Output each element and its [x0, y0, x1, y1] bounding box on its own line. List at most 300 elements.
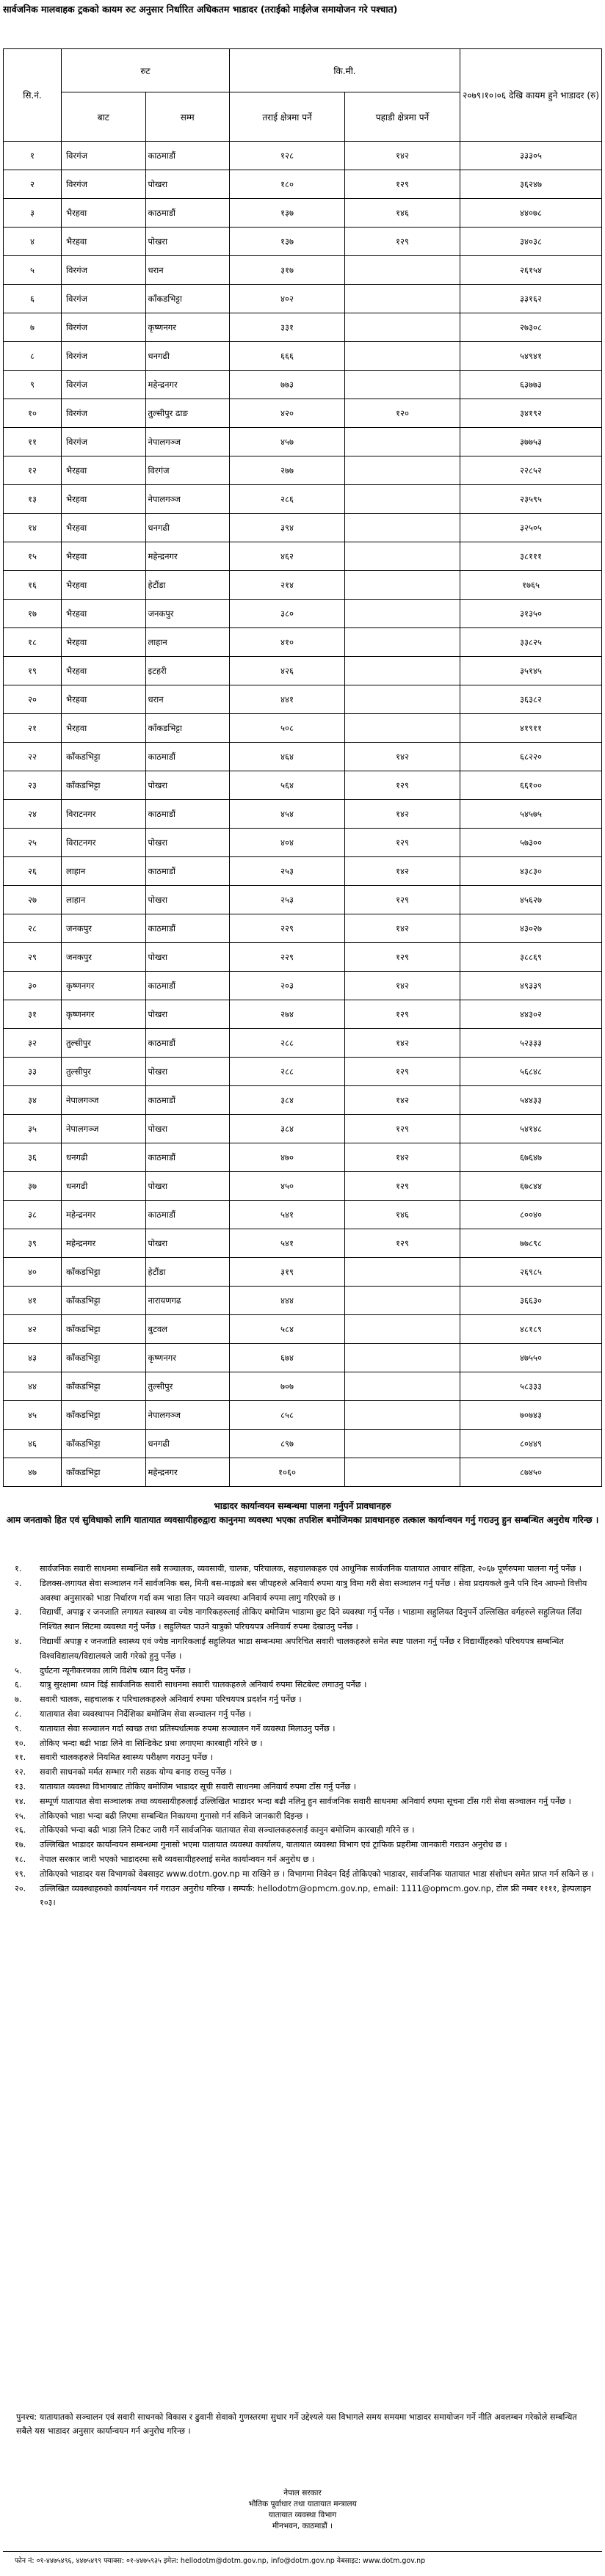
cell-fare: ८०४४९: [460, 1430, 602, 1458]
header-from: बाट: [62, 92, 146, 142]
cell-to: पोखरा: [145, 170, 230, 199]
cell-sn: २२: [4, 743, 62, 771]
cell-to: महेन्द्रनगर: [145, 542, 230, 571]
cell-fare: ४३८३०: [460, 857, 602, 886]
cell-fare: २२८५२: [460, 456, 602, 485]
cell-km-hill: [345, 1344, 460, 1372]
notice-item-text: तोकिएको भन्दा बढी भाडा लिने टिकट जारी गर्ने सार्वजनिक यातायात सेवा सञ्चालकहरुलाई कानुन बमोजिम कारबाही गरिने छ ।: [40, 1825, 415, 1835]
cell-from: विरगंज: [62, 142, 146, 170]
cell-fare: ३८८६९: [460, 943, 602, 972]
cell-to: पोखरा: [145, 1058, 230, 1086]
cell-to: हेटौंडा: [145, 1258, 230, 1287]
cell-km-hill: [345, 628, 460, 657]
cell-from: विरगंज: [62, 285, 146, 313]
cell-sn: २६: [4, 857, 62, 886]
cell-km-terai: ४५४: [230, 800, 345, 829]
cell-sn: २९: [4, 943, 62, 972]
notice-item: [15, 1664, 595, 1678]
notice-item-number: १४.: [15, 1796, 26, 1806]
cell-fare: ४४०७८: [460, 199, 602, 228]
cell-km-terai: २५३: [230, 857, 345, 886]
cell-sn: २७: [4, 886, 62, 914]
cell-from: नेपालगञ्ज: [62, 1115, 146, 1143]
cell-km-hill: १४६: [345, 199, 460, 228]
notice-item-text: यातायात सेवा सञ्चालन गर्दा स्वच्छ तथा प्रतिस्पर्धात्मक रुपमा सञ्चालन गर्ने व्यवस्था मिलाउनु पर्नेछ ।: [40, 1723, 336, 1733]
fare-table: [3, 48, 602, 1487]
notice-item: [15, 1707, 595, 1722]
table-row: [4, 743, 602, 771]
cell-km-terai: ४४४: [230, 1287, 345, 1315]
cell-km-hill: १२९: [345, 170, 460, 199]
table-row: [4, 313, 602, 342]
notice-item-number: १७.: [15, 1840, 26, 1850]
cell-km-hill: १४२: [345, 1029, 460, 1058]
cell-km-terai: ६७४: [230, 1344, 345, 1372]
cell-fare: २६१५४: [460, 256, 602, 285]
cell-km-hill: [345, 514, 460, 542]
cell-fare: ५२३३३: [460, 1029, 602, 1058]
cell-fare: ६८२२०: [460, 743, 602, 771]
cell-from: काँकडभिट्टा: [62, 771, 146, 800]
cell-km-hill: [345, 456, 460, 485]
table-row: [4, 1430, 602, 1458]
notice-item-text: उल्लिखित भाडादर कार्यान्वयन सम्बन्धमा गुनासो भएमा यातायात व्यवस्था कार्यालय, यातायात व्यवस्था विभाग एवं ट्राफिक प्रहरीमा जानकारी गराउन अनुरोध छ ।: [40, 1840, 507, 1850]
cell-from: भैरहवा: [62, 571, 146, 600]
table-row: [4, 371, 602, 399]
notice-item-number: १३.: [15, 1781, 26, 1791]
header-route: रुट: [62, 49, 230, 92]
table-row: [4, 857, 602, 886]
cell-fare: ६७६४७: [460, 1143, 602, 1172]
cell-to: काँकडभिट्टा: [145, 714, 230, 743]
notice-item: [15, 1765, 595, 1780]
cell-sn: ३८: [4, 1201, 62, 1229]
cell-km-hill: [345, 342, 460, 371]
cell-fare: ५६८४८: [460, 1058, 602, 1086]
cell-from: नेपालगञ्ज: [62, 1086, 146, 1115]
cell-km-terai: ४७०: [230, 1143, 345, 1172]
notice-item-text: सम्पूर्ण यातायात सेवा सञ्चालक तथा व्यवसायीहरुलाई उल्लिखित भाडादर भन्दा बढी नलिनु हुन सार्वजनिक सवारी साधनमा अनिवार्य रुपमा सूचना टाँस गरी सेवा सञ्चालन गर्नु पर्नेछ ।: [40, 1796, 571, 1806]
table-row: [4, 771, 602, 800]
cell-sn: ४६: [4, 1430, 62, 1458]
notice-item-text: सवारी साधनको मर्मत सम्भार गरी सडक योग्य बनाइ राख्नु पर्नेछ ।: [40, 1767, 232, 1778]
cell-km-terai: ८५८: [230, 1401, 345, 1430]
notice-item-text: यातायात व्यवस्था विभागबाट तोकिए बमोजिम भाडादर सूची सवारी साधनमा अनिवार्य रुपमा टाँस गर्नु पर्नेछ ।: [40, 1781, 357, 1791]
table-row: [4, 399, 602, 428]
cell-km-hill: [345, 256, 460, 285]
cell-to: नेपालगञ्ज: [145, 1401, 230, 1430]
cell-km-terai: ५६४: [230, 771, 345, 800]
cell-sn: १९: [4, 657, 62, 685]
cell-from: विरगंज: [62, 170, 146, 199]
notice-item: [15, 1576, 595, 1606]
table-row: [4, 628, 602, 657]
cell-from: लाहान: [62, 886, 146, 914]
cell-fare: ५७३००: [460, 829, 602, 857]
cell-km-terai: ४५७: [230, 428, 345, 456]
table-row: [4, 1086, 602, 1115]
cell-to: धरान: [145, 256, 230, 285]
cell-fare: ५८३३३: [460, 1372, 602, 1401]
notice-item-text: तोकिए भन्दा बढी भाडा लिने वा सिन्डिकेट प्रथा लगाएमा कारबाही गरिने छ ।: [40, 1738, 263, 1748]
notice-item-text: तोकिएको भाडादर यस विभागको वेबसाइट www.dotm.gov.np मा राखिने छ । विभागमा निवेदन दिई तोकिएको भाडादर, सार्वजनिक यातायात भाडा संशोधन समेत प्राप्त गर्न सकिने छ ।: [40, 1869, 594, 1879]
cell-sn: ४७: [4, 1458, 62, 1487]
table-row: [4, 1000, 602, 1029]
cell-km-terai: ३९४: [230, 514, 345, 542]
table-row: [4, 1143, 602, 1172]
cell-to: धरान: [145, 685, 230, 714]
notice-item: [15, 1736, 595, 1751]
cell-km-hill: [345, 371, 460, 399]
cell-km-terai: २१४: [230, 571, 345, 600]
cell-km-terai: २८८: [230, 1029, 345, 1058]
cell-sn: ८: [4, 342, 62, 371]
cell-km-hill: [345, 485, 460, 514]
cell-km-terai: २७७: [230, 456, 345, 485]
table-row: [4, 886, 602, 914]
cell-km-terai: ४४१: [230, 685, 345, 714]
cell-km-hill: १४६: [345, 1201, 460, 1229]
cell-sn: २३: [4, 771, 62, 800]
notice-heading: [3, 1499, 602, 1527]
table-row: [4, 1315, 602, 1344]
notice-item-number: ११.: [15, 1753, 26, 1763]
cell-fare: ४९३३९: [460, 972, 602, 1000]
cell-from: काँकडभिट्टा: [62, 1287, 146, 1315]
cell-fare: ७७८९८: [460, 1229, 602, 1258]
notice-item-number: १५.: [15, 1811, 26, 1821]
cell-fare: २६९८५: [460, 1258, 602, 1287]
cell-from: काँकडभिट्टा: [62, 1258, 146, 1287]
cell-sn: १७: [4, 600, 62, 628]
cell-km-terai: ५०८: [230, 714, 345, 743]
cell-from: कृष्णनगर: [62, 972, 146, 1000]
cell-fare: ३१३५०: [460, 600, 602, 628]
cell-km-hill: [345, 1287, 460, 1315]
cell-km-terai: ४२६: [230, 657, 345, 685]
table-row: [4, 1029, 602, 1058]
cell-km-hill: [345, 600, 460, 628]
cell-sn: १२: [4, 456, 62, 485]
cell-sn: १४: [4, 514, 62, 542]
cell-fare: ३३८२५: [460, 628, 602, 657]
notice-item-number: १२.: [15, 1767, 26, 1778]
table-row: [4, 199, 602, 228]
table-row: [4, 485, 602, 514]
cell-to: तुल्सीपुर ढाङ: [145, 399, 230, 428]
notice-item-number: २०.: [15, 1883, 26, 1893]
cell-sn: ३९: [4, 1229, 62, 1258]
header-hill: पहाडी क्षेत्रमा पर्ने: [345, 92, 460, 142]
notice-item-text: सवारी चालक, सहचालक र परिचालकहरुले अनिवार्य रुपमा परिचयपत्र प्रदर्शन गर्नु पर्नेछ ।: [40, 1695, 302, 1705]
notice-item-text: डिलक्स-लगायत सेवा सञ्चालन गर्ने सार्वजनिक बस, मिनी बस-माइक्रो बस जीपहरुले अनिवार्य रुपमा यात्रु विमा गरी सेवा सञ्चालन गर्नु पर्नेछ । सेवा प्रदायकले कुनै पनि दिन आफ्नो वित्तीय अवस्था अनुसारको भाडा निर्धारण गर्दा कम भाडा लिन पाउने व्यवस्था अनिवार्य रुपमा लागु गरिएको छ ।: [40, 1578, 587, 1603]
notice-item: [15, 1823, 595, 1838]
issuer-block: [0, 2488, 605, 2532]
cell-fare: ६३७७३: [460, 371, 602, 399]
notice-item-number: ३.: [15, 1607, 22, 1618]
notice-heading-subtitle: आम जनताको हित एवं सुविधाको लागि यातायात व्यवसायीहरुद्वारा कानुनमा व्यवस्था भएका तपशिल बमोजिमका प्रावधानहरु तत्काल कार्यान्वयन गर्नु गराउनु हुन सम्बन्धित अनुरोध गरिन्छ ।: [6, 1515, 599, 1525]
cell-fare: ४५६२७: [460, 886, 602, 914]
cell-to: काठमाडौं: [145, 857, 230, 886]
cell-from: जनकपुर: [62, 914, 146, 943]
notice-item: [15, 1838, 595, 1852]
cell-to: तुल्सीपुर: [145, 1372, 230, 1401]
cell-sn: ४: [4, 228, 62, 256]
cell-km-hill: १२९: [345, 771, 460, 800]
cell-to: महेन्द्रनगर: [145, 371, 230, 399]
cell-sn: ४१: [4, 1287, 62, 1315]
header-fare: २०७९।१०।०६ देखि कायम हुने भाडादर (रु): [460, 49, 602, 142]
table-row: [4, 657, 602, 685]
notice-heading-title: भाडादर कार्यान्वयन सम्बन्धमा पालना गर्नुपर्ने प्रावधानहरु: [214, 1501, 391, 1511]
notice-item: [15, 1722, 595, 1736]
cell-sn: १०: [4, 399, 62, 428]
cell-km-hill: [345, 1401, 460, 1430]
cell-to: लाहान: [145, 628, 230, 657]
cell-to: काठमाडौं: [145, 800, 230, 829]
cell-km-terai: ३८०: [230, 600, 345, 628]
cell-to: काठमाडौं: [145, 1029, 230, 1058]
cell-to: कृष्णनगर: [145, 1344, 230, 1372]
table-row: [4, 1201, 602, 1229]
footer-divider: [3, 2551, 602, 2552]
cell-km-hill: [345, 714, 460, 743]
cell-sn: १: [4, 142, 62, 170]
cell-from: विरगंज: [62, 256, 146, 285]
header-sn: सि.नं.: [4, 49, 62, 142]
cell-km-hill: [345, 285, 460, 313]
cell-km-terai: ५४१: [230, 1229, 345, 1258]
table-row: [4, 285, 602, 313]
table-row: [4, 1458, 602, 1487]
cell-sn: ७: [4, 313, 62, 342]
cell-fare: ३६६३०: [460, 1287, 602, 1315]
cell-from: विरगंज: [62, 399, 146, 428]
cell-to: काठमाडौं: [145, 914, 230, 943]
cell-km-hill: १२९: [345, 943, 460, 972]
notice-item-number: ४.: [15, 1636, 22, 1646]
notice-item: [15, 1852, 595, 1867]
cell-km-hill: १२९: [345, 1058, 460, 1086]
fare-table-body: [4, 142, 602, 1487]
cell-km-terai: ३१९: [230, 1258, 345, 1287]
table-row: [4, 542, 602, 571]
issuer-line-2: भौतिक पूर्वाधार तथा यातायात मन्त्रालय: [248, 2500, 357, 2508]
cell-fare: ५४५७५: [460, 800, 602, 829]
notice-item-text: विद्यार्थी अपाङ्ग र जनजाति स्वास्थ्य एवं ज्येष्ठ नागरिकलाई सहुलियत भाडा सम्बन्धमा अपरिचित सवारी चालकहरुले समेत स्पष्ट पालना गर्नु पर्नेछ र विद्यार्थीहरुको परिचयपत्र सम्बन्धित विश्वविद्यालय/विद्यालयले जारी गरेको हुनु पर्नेछ ।: [40, 1636, 564, 1661]
notice-item: [15, 1794, 595, 1809]
table-row: [4, 1172, 602, 1201]
cell-to: विरगंज: [145, 456, 230, 485]
cell-sn: ४०: [4, 1258, 62, 1287]
cell-sn: ५: [4, 256, 62, 285]
cell-from: भैरहवा: [62, 542, 146, 571]
notice-list: [15, 1562, 595, 1910]
cell-fare: ३४१९२: [460, 399, 602, 428]
cell-sn: २८: [4, 914, 62, 943]
cell-sn: ११: [4, 428, 62, 456]
cell-km-hill: [345, 657, 460, 685]
table-row: [4, 1115, 602, 1143]
cell-to: पोखरा: [145, 886, 230, 914]
notice-item: [15, 1692, 595, 1707]
notice-item-number: ७.: [15, 1695, 22, 1705]
notice-item: [15, 1678, 595, 1692]
cell-to: काठमाडौं: [145, 1143, 230, 1172]
table-row: [4, 943, 602, 972]
cell-from: काँकडभिट्टा: [62, 743, 146, 771]
cell-from: भैरहवा: [62, 628, 146, 657]
cell-from: विराटनगर: [62, 800, 146, 829]
cell-sn: ३: [4, 199, 62, 228]
notice-item-text: यात्रु सुरक्षामा ध्यान दिई सार्वजनिक सवारी साधनमा सवारी चालकहरुले अनिवार्य रुपमा सिटबेल्ट लगाउनु पर्नेछ ।: [40, 1680, 367, 1690]
cell-from: भैरहवा: [62, 657, 146, 685]
cell-fare: ३६३८२: [460, 685, 602, 714]
cell-km-hill: १४२: [345, 743, 460, 771]
cell-sn: ४४: [4, 1372, 62, 1401]
notice-item: [15, 1867, 595, 1882]
cell-to: नारायणगढ: [145, 1287, 230, 1315]
notice-item-number: १०.: [15, 1738, 26, 1748]
cell-fare: ३२५०५: [460, 514, 602, 542]
cell-to: महेन्द्रनगर: [145, 1458, 230, 1487]
cell-km-hill: १४२: [345, 857, 460, 886]
cell-from: काँकडभिट्टा: [62, 1430, 146, 1458]
header-km: कि.मी.: [230, 49, 460, 92]
contact-line: फोन नं: ०१-४४७५४९६, ४४७५४९९ फ्याक्स: ०१-४४७५९३५ इमेल: hellodotm@dotm.gov.np, info@dotm.gov.np वेबसाइट: www.dotm.gov.np: [15, 2557, 426, 2565]
cell-fare: ३३१६२: [460, 285, 602, 313]
cell-fare: ४३०२७: [460, 914, 602, 943]
cell-from: तुल्सीपुर: [62, 1029, 146, 1058]
table-row: [4, 914, 602, 943]
cell-from: काँकडभिट्टा: [62, 1315, 146, 1344]
cell-sn: ९: [4, 371, 62, 399]
notice-item-number: १.: [15, 1564, 22, 1573]
cell-km-terai: ४१०: [230, 628, 345, 657]
cell-km-hill: १४२: [345, 142, 460, 170]
cell-km-hill: १२०: [345, 399, 460, 428]
cell-fare: ३३३०५: [460, 142, 602, 170]
notice-item-text: सवारी चालकहरुले नियमित स्वास्थ्य परीक्षण गराउनु पर्नेछ ।: [40, 1753, 214, 1763]
cell-fare: ८००४०: [460, 1201, 602, 1229]
table-row: [4, 256, 602, 285]
cell-sn: २: [4, 170, 62, 199]
cell-to: काठमाडौं: [145, 1201, 230, 1229]
cell-km-hill: [345, 428, 460, 456]
cell-km-hill: [345, 1430, 460, 1458]
cell-fare: ३८१११: [460, 542, 602, 571]
cell-from: लाहान: [62, 857, 146, 886]
cell-from: भैरहवा: [62, 228, 146, 256]
cell-from: भैरहवा: [62, 600, 146, 628]
cell-from: काँकडभिट्टा: [62, 1458, 146, 1487]
notice-item: [15, 1605, 595, 1634]
cell-km-hill: १२९: [345, 228, 460, 256]
cell-km-terai: १२८: [230, 142, 345, 170]
cell-sn: ३३: [4, 1058, 62, 1086]
cell-km-terai: ३१७: [230, 256, 345, 285]
table-row: [4, 1287, 602, 1315]
cell-sn: १५: [4, 542, 62, 571]
cell-km-terai: ४०४: [230, 829, 345, 857]
cell-to: काँकडभिट्टा: [145, 285, 230, 313]
cell-sn: १८: [4, 628, 62, 657]
cell-km-hill: १२९: [345, 1115, 460, 1143]
notice-item: [15, 1634, 595, 1664]
cell-fare: १७६५: [460, 571, 602, 600]
table-row: [4, 342, 602, 371]
notice-item-number: ९.: [15, 1723, 22, 1733]
cell-sn: २५: [4, 829, 62, 857]
cell-from: महेन्द्रनगर: [62, 1229, 146, 1258]
cell-km-hill: [345, 1258, 460, 1287]
cell-to: जनकपुर: [145, 600, 230, 628]
cell-sn: ६: [4, 285, 62, 313]
table-row: [4, 685, 602, 714]
cell-km-terai: ७७३: [230, 371, 345, 399]
cell-to: काठमाडौं: [145, 1086, 230, 1115]
cell-sn: ३२: [4, 1029, 62, 1058]
cell-km-hill: १४२: [345, 914, 460, 943]
cell-km-terai: २८८: [230, 1058, 345, 1086]
cell-to: नेपालगञ्ज: [145, 428, 230, 456]
cell-to: धनगढी: [145, 1430, 230, 1458]
notice-item-number: १९.: [15, 1869, 26, 1879]
table-row: [4, 1372, 602, 1401]
issuer-line-3: यातायात व्यवस्था विभाग: [268, 2511, 337, 2519]
cell-km-hill: [345, 685, 460, 714]
cell-km-terai: १३७: [230, 199, 345, 228]
notice-item-text: नेपाल सरकार जारी भएको भाडादरमा सबै व्यवसायीहरुलाई समेत कार्यान्वयन गर्न अनुरोध छ ।: [40, 1854, 315, 1864]
cell-sn: ३४: [4, 1086, 62, 1115]
cell-km-terai: ६६६: [230, 342, 345, 371]
cell-km-terai: ३३१: [230, 313, 345, 342]
cell-sn: १६: [4, 571, 62, 600]
cell-fare: ८७४५०: [460, 1458, 602, 1487]
cell-km-terai: ५४१: [230, 1201, 345, 1229]
notice-item: [15, 1750, 595, 1765]
cell-sn: ३६: [4, 1143, 62, 1172]
table-row: [4, 1258, 602, 1287]
cell-fare: ५४१४८: [460, 1115, 602, 1143]
cell-fare: ४७५५०: [460, 1344, 602, 1372]
cell-to: धनगढी: [145, 514, 230, 542]
cell-fare: २३५९५: [460, 485, 602, 514]
cell-sn: २०: [4, 685, 62, 714]
notice-item-number: ५.: [15, 1665, 22, 1676]
table-row: [4, 456, 602, 485]
cell-sn: ४५: [4, 1401, 62, 1430]
cell-to: पोखरा: [145, 1172, 230, 1201]
notice-item-number: १८.: [15, 1854, 26, 1864]
cell-km-hill: [345, 1315, 460, 1344]
header-to: सम्म: [145, 92, 230, 142]
cell-sn: ३७: [4, 1172, 62, 1201]
notice-item: [15, 1562, 595, 1576]
cell-km-terai: ४०२: [230, 285, 345, 313]
cell-from: भैरहवा: [62, 514, 146, 542]
cell-km-terai: २५३: [230, 886, 345, 914]
cell-fare: ३५१४५: [460, 657, 602, 685]
cell-from: विरगंज: [62, 342, 146, 371]
table-row: [4, 1058, 602, 1086]
cell-to: काठमाडौं: [145, 199, 230, 228]
cell-from: भैरहवा: [62, 199, 146, 228]
cell-from: भैरहवा: [62, 456, 146, 485]
notice-item-text: विद्यार्थी, अपाङ्ग र जनजाति लगायत स्वास्थ्य वा ज्येष्ठ नागरिकहरुलाई तोकिए बमोजिम भाडामा छुट दिने व्यवस्था गर्नु पर्नेछ । भाडामा सहुलियत दिनुपर्ने उल्लिखित वर्गहरुले सहुलियत लिँदा निश्चित स्थान सिटमा व्यवस्था गर्नु पर्नेछ । सहुलियत पाउने यात्रुको परिचयपत्र अनिवार्य रुपमा देखाउनु पर्नेछ ।: [40, 1607, 582, 1632]
cell-from: तुल्सीपुर: [62, 1058, 146, 1086]
cell-sn: २१: [4, 714, 62, 743]
